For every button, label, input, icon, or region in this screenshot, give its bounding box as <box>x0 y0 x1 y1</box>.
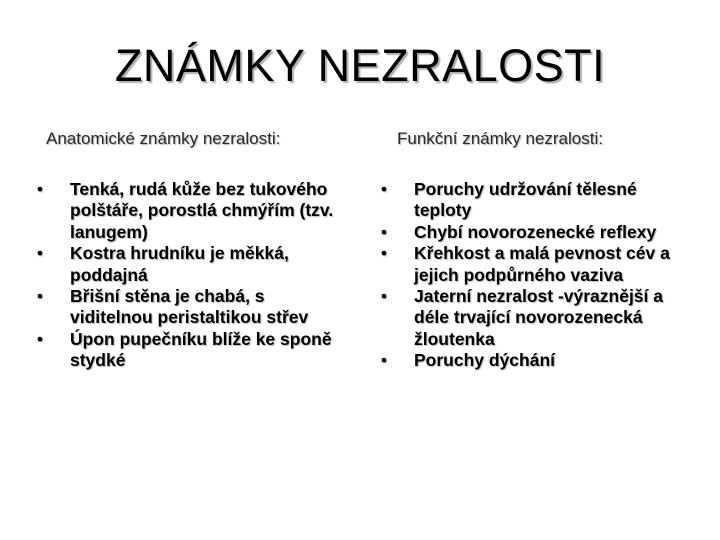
list-item-text: Chybí novorozenecké reflexy <box>414 221 657 242</box>
list-item <box>374 243 694 286</box>
bullet-icon: • <box>380 221 388 242</box>
list-item <box>374 222 694 243</box>
list-item-text: Poruchy udržování tělesné teploty <box>414 179 637 221</box>
bullet-icon: • <box>36 328 44 349</box>
bullet-icon: • <box>36 179 44 199</box>
anatomical-signs-heading: Anatomické známky nezralosti: <box>46 129 281 148</box>
list-item-text: Břišní stěna je chabá, s viditelnou peristaltikou střev <box>70 286 309 328</box>
list-item-text: Křehkost a malá pevnost cév a jejich podpůrného vaziva <box>414 243 670 285</box>
list-item <box>374 179 694 222</box>
bullet-icon: • <box>380 179 388 199</box>
list-item <box>30 286 340 329</box>
bullet-icon: • <box>36 243 44 264</box>
list-item-text: Tenká, rudá kůže bez tukového polštáře, porostlá chmýřím (tzv. lanugem) <box>70 179 334 242</box>
list-item-text: Jaterní nezralost -výraznější a déle trvající novorozenecká žloutenka <box>414 286 663 349</box>
list-item <box>30 329 340 372</box>
list-item-text: Kostra hrudníku je měkká, poddajná <box>70 243 289 285</box>
slide-title: ZNÁMKY NEZRALOSTI <box>114 40 606 91</box>
list-item <box>30 243 340 286</box>
list-item <box>30 179 340 243</box>
functional-signs-heading: Funkční známky nezralosti: <box>397 129 603 148</box>
list-item-text: Úpon pupečníku blíže ke sponě stydké <box>70 328 332 371</box>
bullet-icon: • <box>36 286 44 307</box>
functional-signs-list <box>374 179 694 372</box>
list-item-text: Poruchy dýchání <box>414 350 556 371</box>
anatomical-signs-list <box>30 179 340 372</box>
list-item <box>374 286 694 350</box>
list-item <box>374 350 694 371</box>
bullet-icon: • <box>380 243 388 264</box>
bullet-icon: • <box>380 286 388 307</box>
bullet-icon: • <box>380 350 388 371</box>
